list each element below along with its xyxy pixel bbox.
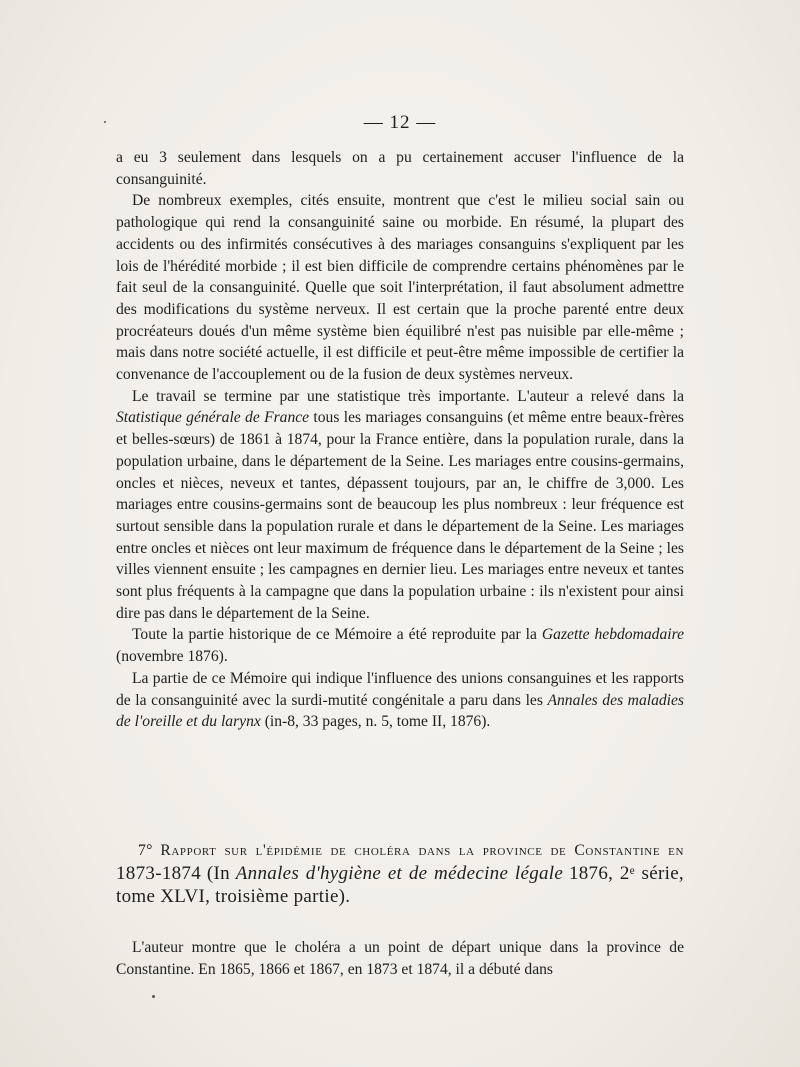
paragraph-text: tous les mariages consanguins (et même entre beaux-frères et belles-sœurs) de 1861 à 1874, pour la France entière, dans la population rurale, dans la population urbaine, dans le département de la Seine. Les mariages entre cousins-germains, oncles et nièces, neveux et tantes, dépassent toujours, par an, le chiffre de 3,000. Les mariages entre cousins-germains sont de beaucoup les plus nombreux : leur fréquence est surtout sensible dans la population rurale et dans le département de la Seine. Les mariages entre oncles et nièces ont leur maximum de fréquence dans le département de la Seine ; les villes viennent ensuite ; les campagnes en dernier lieu. Les mariages entre neveux et tantes sont plus fréquents à la campagne que dans la population urbaine : ils n'existent pour ainsi dire pas dans le département de la Seine.: [116, 409, 684, 622]
report-number: 7°: [138, 842, 153, 859]
page-number: — 12 —: [363, 112, 437, 133]
report-title: [116, 840, 684, 910]
paragraph-text: La partie de ce Mémoire qui indique l'influence des unions consanguines et les rapports de la consanguinité avec la surdi-mutité congénitale a paru dans les: [116, 669, 684, 709]
paragraph-text: Le travail se termine par une statistique très importante. L'auteur a relevé dans la: [132, 387, 684, 405]
report-journal: Annales d'hygiène et de médecine légale: [235, 862, 564, 884]
italic-title: Annales des maladies de l'oreille et du larynx: [116, 691, 684, 731]
paragraph: a eu 3 seulement dans lesquels on a pu certainement accuser l'influence de la consanguinité.: [116, 149, 684, 188]
paragraph: [116, 386, 684, 625]
report-title-text: Rapport sur l'épidémie de choléra dans la province de Constantine en: [160, 842, 685, 859]
main-text: [116, 147, 684, 733]
paragraph: L'auteur montre que le choléra a un point de départ unique dans la province de Constantine. En 1865, 1866 et 1867, en 1873 et 1874, il a débuté dans: [116, 939, 684, 978]
paragraph: [116, 668, 684, 733]
italic-title: Statistique générale de France: [116, 409, 310, 427]
paragraph-text: Toute la partie historique de ce Mémoire a été reproduite par la: [132, 626, 542, 644]
paper-speck: [104, 121, 106, 123]
report-heading: [116, 840, 684, 910]
report-source-open: (In: [206, 862, 230, 884]
paragraph-text: (in-8, 33 pages, n. 5, tome II, 1876).: [260, 713, 491, 731]
report-text: [116, 937, 684, 980]
paragraph: De nombreux exemples, cités ensuite, montrent que c'est le milieu social sain ou pathologique qui rend la consanguinité saine ou morbide. En résumé, la plupart des accidents ou des infirmités consécutives à des mariages consanguins s'expliquent par les lois de l'hérédité morbide ; il est bien difficile de comprendre certains phénomènes par le fait seul de la consanguinité. Quelle que soit l'interprétation, il faut absolument admettre des modifications du système nerveux. Il est certain que la proche parenté entre deux procréateurs doués d'un même système bien équilibré n'est pas nuisible par elle-même ; mais dans notre société actuelle, il est difficile et peut-être même impossible de certifier la convenance de l'accouplement ou de la fusion de deux systèmes nerveux.: [116, 192, 684, 384]
paragraph: [116, 624, 684, 667]
italic-title: Gazette hebdomadaire: [541, 626, 684, 644]
paper-speck: [152, 995, 155, 998]
report-years: 1873-1874: [116, 862, 202, 884]
report-details: 1876, 2ᵉ série, tome XLVI, troisième partie).: [116, 862, 684, 907]
paragraph-text: (novembre 1876).: [116, 648, 228, 666]
